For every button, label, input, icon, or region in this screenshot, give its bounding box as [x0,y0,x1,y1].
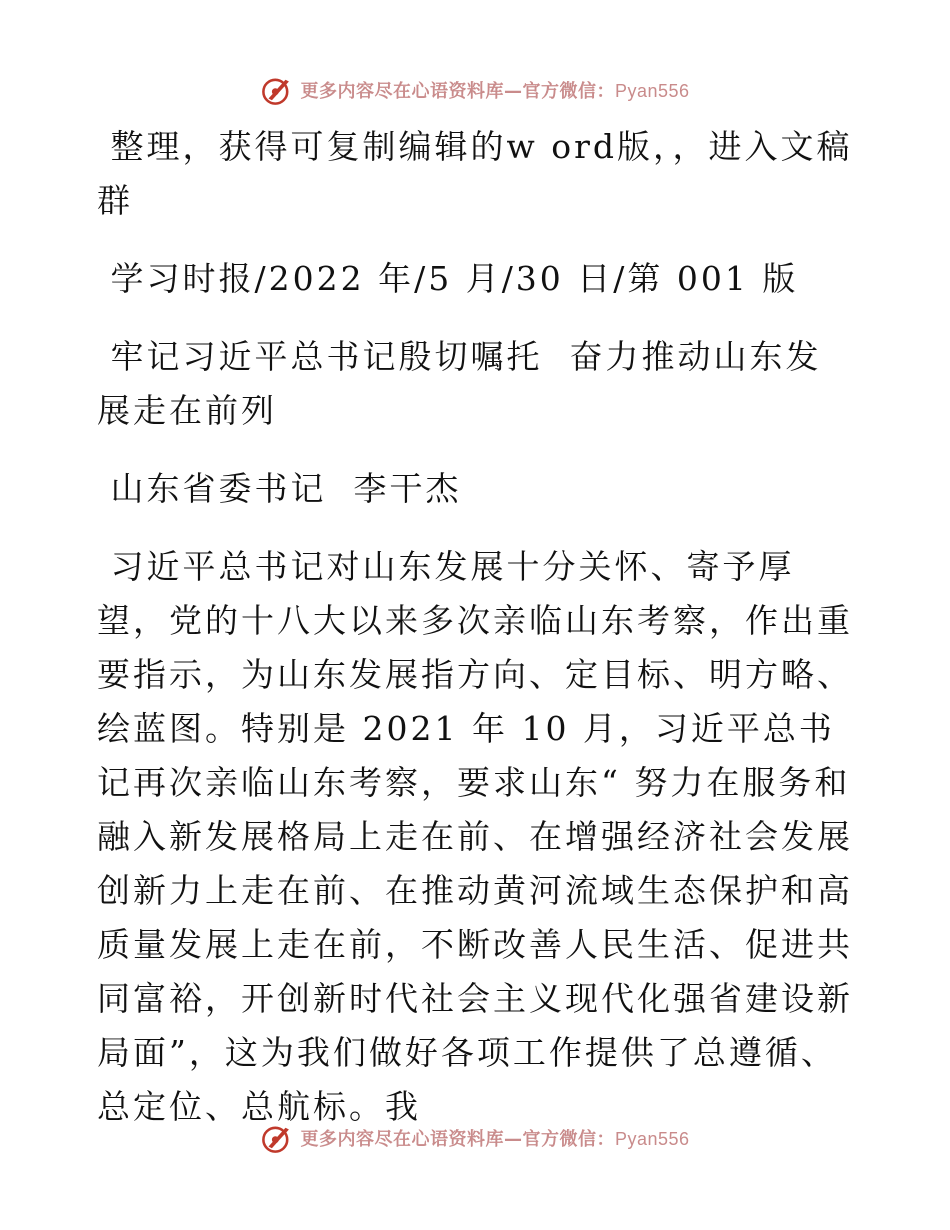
footer-watermark [0,1118,950,1158]
watermark-text: 更多内容尽在心语资料库—官方微信：Pyan556 [300,81,690,102]
article-title: 牢记习近平总书记殷切嘱托 奋力推动山东发展走在前列 [97,337,822,430]
header-watermark [0,70,950,110]
document-body [97,120,857,1134]
watermark-text: 更多内容尽在心语资料库—官方微信：Pyan556 [300,1129,690,1150]
pen-logo-icon [260,73,294,107]
intro-note: 整理，获得可复制编辑的w ord版，，进入文稿群 [97,127,853,220]
source-line: 学习时报/2022 年/5 月/30 日/第 001 版 [97,259,799,298]
body-paragraph: 习近平总书记对山东发展十分关怀、寄予厚望，党的十八大以来多次亲临山东考察，作出重要指示，为山东发展指方向、定目标、明方略、绘蓝图。特别是 2021 年 10 月，习近平总书记再次亲临山东考察，要求山东“ 努力在服务和融入新发展格局上走在前、在增强经济社会发展创新力上走在前、在推动黄河流域生态保护和高质量发展上走在前，不断改善人民生活、促进共同富裕，开创新时代社会主义现代化强省建设新局面”，这为我们做好各项工作提供了总遵循、总定位、总航标。我 [97,547,853,1126]
pen-logo-icon [260,1121,294,1155]
author-line: 山东省委书记 李干杰 [97,469,462,508]
